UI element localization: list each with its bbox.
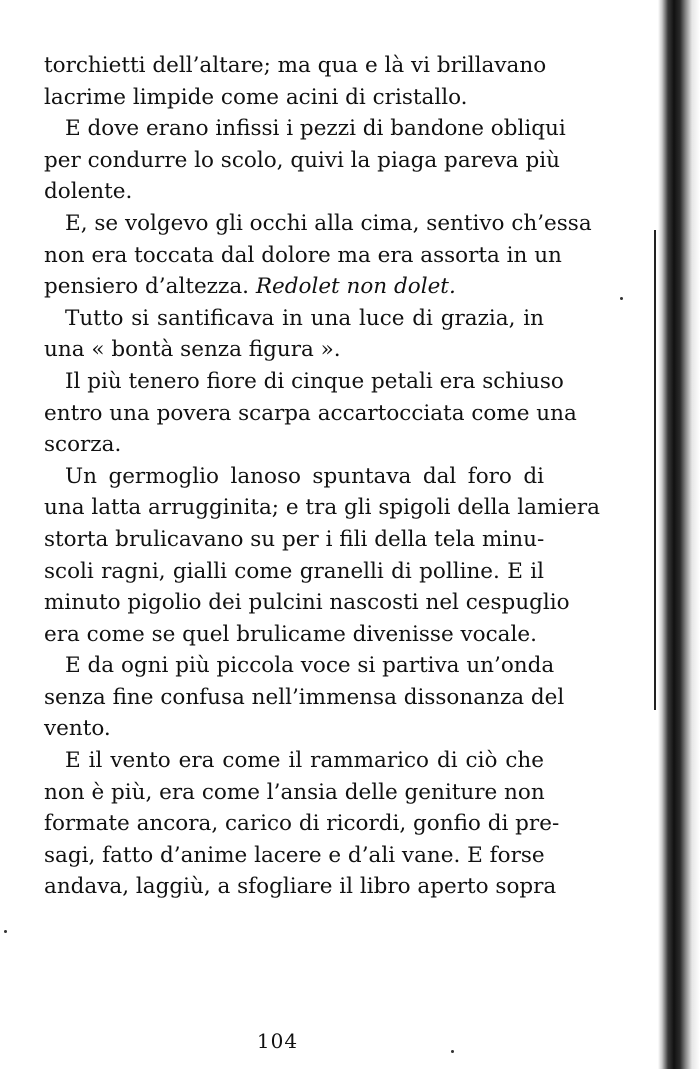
text-line: entro una povera scarpa accartocciata come una [44,400,577,426]
book-spine-shadow [624,0,700,1069]
text-line: non era toccata dal dolore ma era assorta in un [44,242,562,268]
text-line: andava, laggiù, a sfogliare il libro aperto sopra [44,874,557,900]
paragraph-8 [44,745,560,903]
text-line: Il più tenero fiore di cinque petali era schiuso [65,368,564,394]
text-line: Tutto si santificava in una luce di grazia, in [65,305,544,331]
text-line [44,271,544,303]
text-line: E dove erano infissi i pezzi di bandone obliqui [65,116,566,142]
page-number: 104 [256,1029,299,1053]
paragraph-7 [44,650,565,745]
text-line: storta brulicavano su per i fili della tela minu- [44,526,545,552]
paragraph-2 [44,113,566,208]
text-line: lacrime limpide come acini di cristallo. [44,84,468,110]
page-body [44,50,600,903]
text-line: Un germoglio lanoso spuntava dal foro di [65,463,544,489]
paragraph-6 [44,461,600,651]
text-line: una latta arrugginita; e tra gli spigoli della lamiera [44,495,600,521]
text-line: E il vento era come il rammarico di ciò che [65,748,544,774]
text-line: senza fine confusa nell’immensa dissonanza del [44,684,565,710]
text-line: non è più, era come l’ansia delle geniture non [44,779,545,805]
text-line: E, se volgevo gli occhi alla cima, sentivo ch’essa [65,210,592,236]
binding-line [654,230,656,710]
text-line: una « bontà senza figura ». [44,337,341,363]
text-line: vento. [44,716,111,742]
paragraph-3 [44,208,592,303]
text-line: scoli ragni, gialli come granelli di polline. E il [44,558,544,584]
latin-motto: Redolet non dolet. [255,274,456,300]
text-line: sagi, fatto d’anime lacere e d’ali vane. E forse [44,842,545,868]
text-line: scorza. [44,432,122,458]
scan-speck [451,1050,454,1053]
text-line: era come se quel brulicame divenisse vocale. [44,621,537,647]
text-line: formate ancora, carico di ricordi, gonfio di pre- [44,811,560,837]
text-line: torchietti dell’altare; ma qua e là vi brillavano [44,53,547,78]
paragraph-1 [44,50,547,113]
paragraph-5 [44,366,577,461]
text-line: per condurre lo scolo, quivi la piaga pareva più [44,147,560,173]
text-line-roman: pensiero d’altezza. [44,274,256,300]
scan-speck [620,297,623,300]
text-line: dolente. [44,179,133,205]
text-line: minuto pigolio dei pulcini nascosti nel cespuglio [44,590,570,616]
text-line: E da ogni più piccola voce si partiva un’onda [65,653,555,679]
scan-speck [4,930,7,933]
paragraph-4 [44,303,544,366]
